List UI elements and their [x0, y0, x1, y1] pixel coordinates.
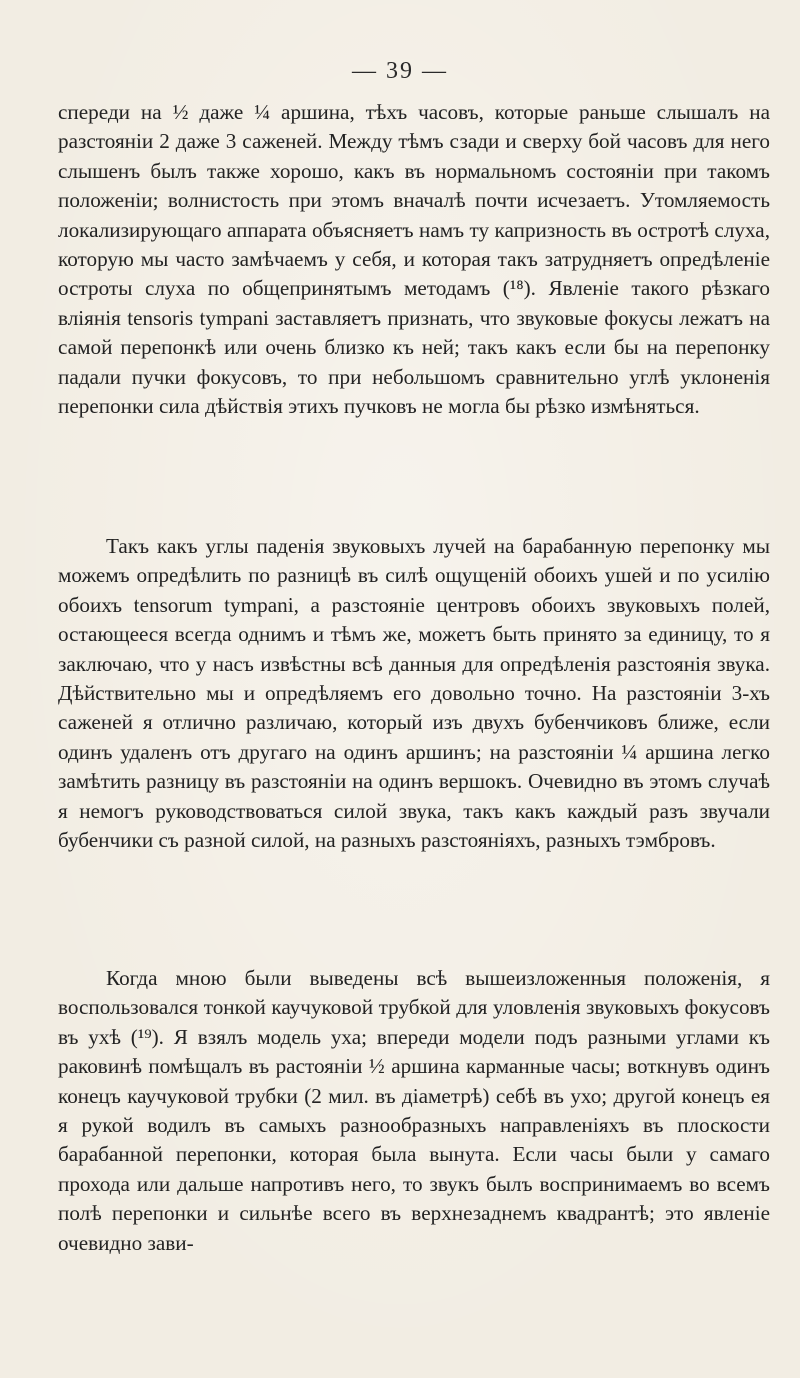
- paragraph-text: спереди на ½ даже ¼ аршина, тѣхъ часовъ, которые раньше слышалъ на разстояніи 2 даже 3 саженей. Между тѣмъ сзади и сверху бой часовъ для него слышенъ былъ также хорошо, какъ въ нормальномъ состояніи при такомъ положеніи; волнистость при этомъ вначалѣ почти исчезаетъ. Утомляемость локализирующаго аппарата объясняетъ намъ ту капризность въ остротѣ слуха, которую мы часто замѣчаемъ у себя, и которая такъ затрудняетъ опредѣленіе остроты слуха по общепринятымъ методамъ (¹⁸). Явленіе такого рѣзкаго вліянія tensoris tympani заставляетъ признать, что звуковые фокусы лежатъ на самой перепонкѣ или очень близко къ ней; такъ какъ если бы на перепонку падали пучки фокусовъ, то при небольшомъ сравнительно углѣ уклоненія перепонки сила дѣйствія этихъ пучковъ не могла бы рѣзко измѣняться.: [58, 100, 770, 419]
- page-number: — 39 —: [352, 58, 448, 84]
- paragraph-2: [58, 532, 770, 855]
- paragraph-3: [58, 964, 770, 1258]
- paragraph-1: [58, 98, 770, 421]
- paragraph-text: Когда мною были выведены всѣ вышеизложенныя положенія, я воспользовался тонкой каучуковой трубкой для уловленія звуковыхъ фокусовъ въ ухѣ (¹⁹). Я взялъ модель уха; впереди модели подъ разными углами къ раковинѣ помѣщалъ въ растояніи ½ аршина карманные часы; воткнувъ одинъ конецъ каучуковой трубки (2 мил. въ діаметрѣ) себѣ въ ухо; другой конецъ ея я рукой водилъ въ самыхъ разнообразныхъ направленіяхъ въ плоскости барабанной перепонки, которая была вынута. Если часы были у самаго прохода или дальше напротивъ него, то звукъ былъ воспринимаемъ во всемъ полѣ перепонки и сильнѣе всего въ верхнезаднемъ квадрантѣ; это явленіе очевидно зави-: [58, 966, 770, 1255]
- paragraph-text: Такъ какъ углы паденія звуковыхъ лучей на барабанную перепонку мы можемъ опредѣлить по разницѣ въ силѣ ощущеній обоихъ ушей и по усилію обоихъ tensorum tympani, а разстояніе центровъ обоихъ звуковыхъ полей, остающееся всегда однимъ и тѣмъ же, можетъ быть принято за единицу, то я заключаю, что у насъ извѣстны всѣ данныя для опредѣленія разстоянія звука. Дѣйствительно мы и опредѣляемъ его довольно точно. На разстояніи 3-хъ саженей я отлично различаю, который изъ двухъ бубенчиковъ ближе, если одинъ удаленъ отъ другаго на одинъ аршинъ; на разстояніи ¼ аршина легко замѣтить разницу въ разстояніи на одинъ вершокъ. Очевидно въ этомъ случаѣ я немогъ руководствоваться силой звука, такъ какъ каждый разъ звучали бубенчики съ разной силой, на разныхъ разстояніяхъ, разныхъ тэмбровъ.: [58, 534, 770, 853]
